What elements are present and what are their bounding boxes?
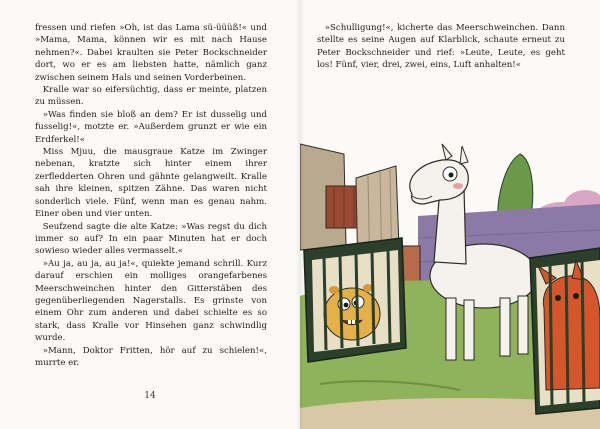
page-number: 14 xyxy=(144,391,156,401)
guinea-pig-cage xyxy=(304,238,406,362)
paragraph: »Au ja, au ja, au ja!«, quiekte jemand schrill. Kurz darauf erschien ein molliges orangefarbenes Meerschweinchen hinter den Gitterstäben des gegenüberliegenden Nagerstalls. Es grinste von einem Ohr zum anderen und dabei schielte es so stark, dass Kralle vor Hinsehen ganz schwindlig wurde. xyxy=(35,258,267,344)
cat-cage xyxy=(530,248,600,414)
paragraph: »Was finden sie bloß an dem? Er ist dusselig und fusselig!«, motzte er. »Außerdem grunzt er wie ein Erdferkel!« xyxy=(35,109,267,145)
paragraph: Kralle war so eifersüchtig, dass er meinte, platzen zu müssen. xyxy=(35,85,267,108)
book-gutter xyxy=(296,0,304,429)
right-page-text xyxy=(317,22,565,72)
left-page-text xyxy=(35,22,267,369)
paragraph: »Schulligung!«, kicherte das Meerschweinchen. Dann stellte es seine Augen auf Klarblick, schaute erneut zu Peter Bockschneider und rief: »Leute, Leute, es geht los! Fünf, vier, drei, zwei, eins, Luft anhalten!« xyxy=(317,23,565,71)
paragraph: Seufzend sagte die alte Katze: »Was regst du dich immer so auf? In ein paar Minuten hat er doch sowieso wieder alles vermasselt.« xyxy=(35,221,267,257)
wooden-shed xyxy=(300,144,362,250)
paragraph: Miss Mjuu, die mausgraue Katze im Zwinger nebenan, kratzte sich hinter einem ihrer zerfledderten Ohren und gähnte gelangweilt. Kralle sah ihre kleinen, spitzen Zähne. Das waren nicht sonderlich viele. Fünf, wenn man es genau nahm. Einer oben und vier unten. xyxy=(35,147,267,220)
paragraph: »Mann, Doktor Fritten, hör auf zu schielen!«, murrte er. xyxy=(35,345,267,368)
right-page xyxy=(300,0,600,429)
llama-zoo-illustration xyxy=(300,138,600,429)
paragraph: fressen und riefen »Oh, ist das Lama sü-üüüß!« und »Mama, Mama, können wir es mit nach Hause nehmen?«. Dabei kraulten sie Peter Bockschneider dort, wo er es am liebsten hatte, nämlich ganz zwischen seinem Hals und seinen Vorderbeinen. xyxy=(35,23,267,83)
